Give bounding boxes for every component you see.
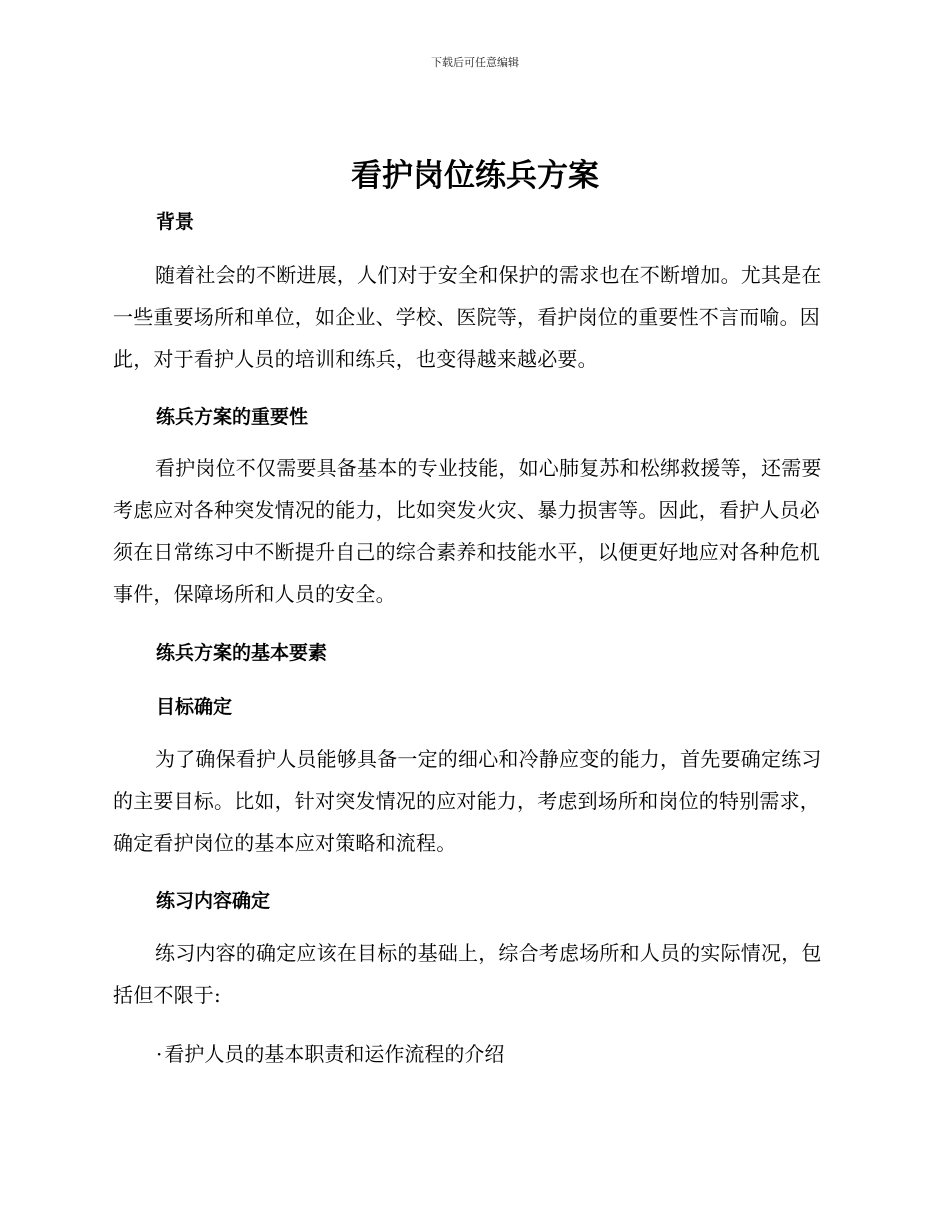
header-note: 下载后可任意编辑	[431, 56, 519, 69]
bullet-dot-icon: ·	[156, 1042, 163, 1066]
section-heading-importance: 练兵方案的重要性	[156, 406, 309, 428]
list-item-text: 看护人员的基本职责和运作流程的介绍	[164, 1042, 505, 1066]
paragraph-importance: 看护岗位不仅需要具备基本的专业技能，如心肺复苏和松绑救援等，还需要考虑应对各种突发情况的能力，比如突发火灾、暴力损害等。因此，看护人员必须在日常练习中不断提升自己的综合素养和技能水平，以便更好地应对各种危机事件，保障场所和人员的安全。	[113, 456, 822, 606]
list-item	[156, 1038, 504, 1067]
paragraph-background: 随着社会的不断进展，人们对于安全和保护的需求也在不断增加。尤其是在一些重要场所和单位，如企业、学校、医院等，看护岗位的重要性不言而喻。因此，对于看护人员的培训和练兵，也变得越来越必要。	[113, 263, 822, 371]
paragraph-goal: 为了确保看护人员能够具备一定的细心和冷静应变的能力，首先要确定练习的主要目标。比如，针对突发情况的应对能力，考虑到场所和岗位的特别需求，确定看护岗位的基本应对策略和流程。	[113, 747, 822, 855]
section-heading-content: 练习内容确定	[156, 890, 271, 912]
document-title: 看护岗位练兵方案	[351, 158, 599, 194]
section-heading-goal: 目标确定	[156, 696, 233, 718]
section-heading-background: 背景	[156, 211, 195, 233]
paragraph-content: 练习内容的确定应该在目标的基础上，综合考虑场所和人员的实际情况，包括但不限于:	[113, 941, 822, 1007]
section-heading-elements: 练兵方案的基本要素	[156, 642, 328, 664]
